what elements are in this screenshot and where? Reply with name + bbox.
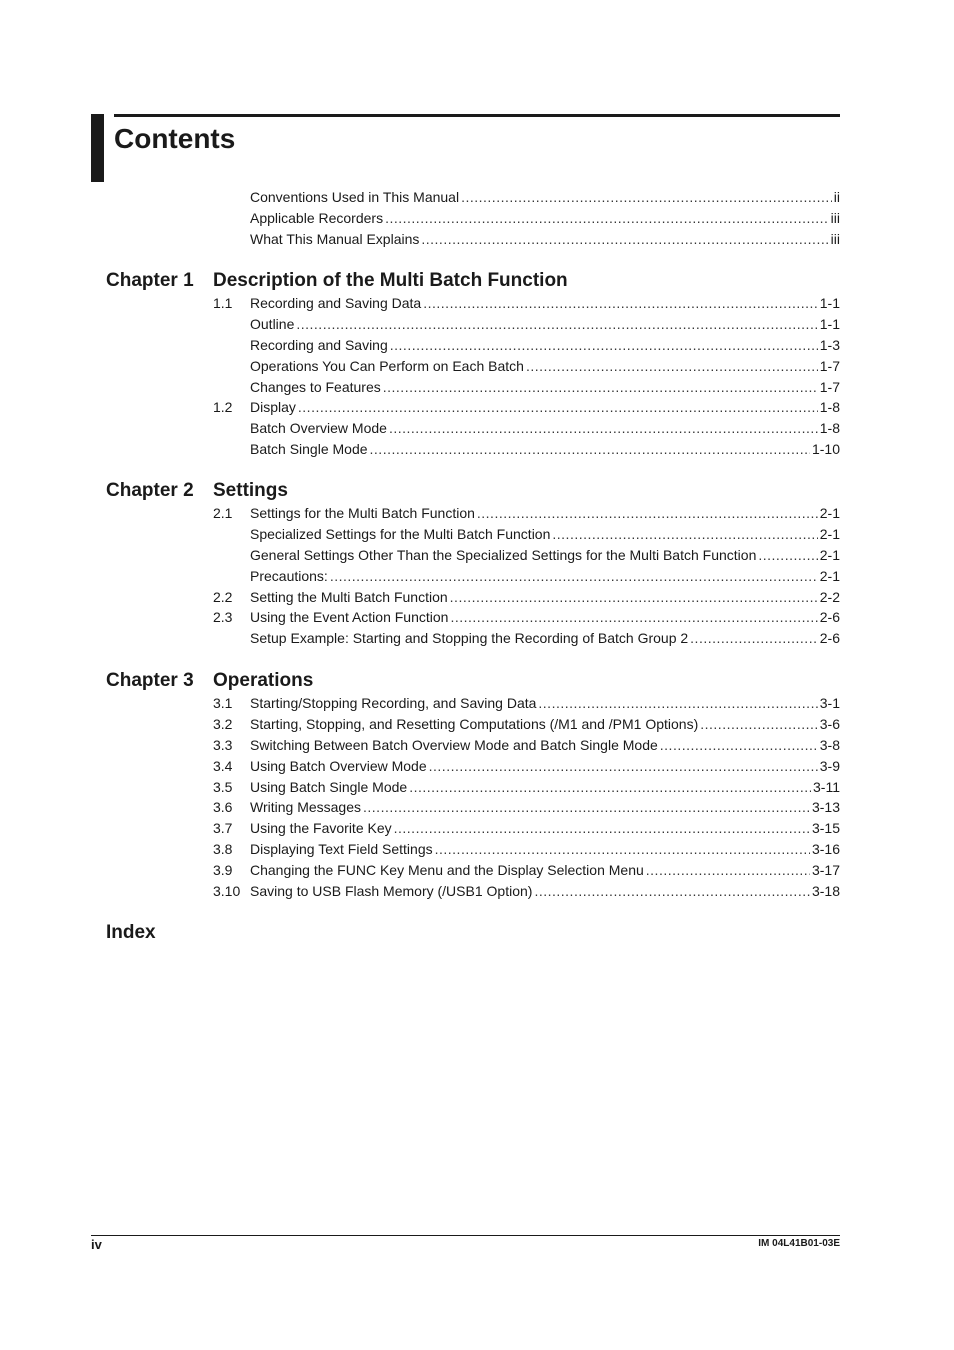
toc-entry-page: 3-16 [811,841,840,857]
toc-entry[interactable] [213,860,840,880]
toc-entry-title: Batch Overview Mode [250,420,387,436]
toc-entry-number: 3.8 [213,841,233,857]
index-heading[interactable] [106,921,840,945]
footer-doc-id: IM 04L41B01-03E [758,1238,840,1249]
toc-entry-page: 1-10 [811,441,840,457]
page-title: Contents [114,123,236,154]
toc-entry[interactable] [213,503,840,523]
toc-entry-title: Using Batch Single Mode [250,779,408,795]
toc-leader-dots [429,756,818,776]
toc-leader-dots [477,503,818,523]
toc-leader-dots [450,607,817,627]
toc-leader-dots [421,229,828,249]
footer-page-number: iv [91,1237,102,1252]
toc-entry-number: 3.7 [213,820,233,836]
toc-entry[interactable] [213,881,840,901]
toc-leader-dots [690,628,818,648]
toc-entry-title: Switching Between Batch Overview Mode and Batch Single Mode [250,737,658,753]
toc-entry[interactable] [213,545,840,565]
toc-leader-dots [450,587,818,607]
toc-leader-dots [526,356,818,376]
toc-leader-dots [758,545,817,565]
toc-entry-page: 1-3 [819,337,840,353]
toc-entry-number: 3.6 [213,799,233,815]
toc-leader-dots [390,335,818,355]
toc-entry[interactable] [213,293,840,313]
toc-entry[interactable] [213,756,840,776]
toc-entry-title: Writing Messages [250,799,362,815]
toc-leader-dots [385,208,829,228]
toc-entry-number: 3.9 [213,862,233,878]
toc-entry-body [250,229,840,249]
toc-entry-body [250,607,840,627]
toc-entry-body [250,335,840,355]
toc-entry-title: Outline [250,316,295,332]
toc-leader-dots [646,860,810,880]
toc-entry-number: 1.1 [213,295,233,311]
chapter-heading-label: Chapter 3 [106,670,194,691]
toc-entry-page: 2-6 [819,630,840,646]
toc-entry-body [250,693,840,713]
toc-entry-title: Displaying Text Field Settings [250,841,433,857]
toc-entry[interactable] [213,208,840,228]
toc-entry-title: Starting/Stopping Recording, and Saving Data [250,695,537,711]
toc-entry-body [250,545,840,565]
title-top-rule [114,114,840,117]
toc-entry-title: Settings for the Multi Batch Function [250,505,475,521]
toc-entry-body [250,377,840,397]
toc-entry-page: 1-8 [819,399,840,415]
toc-leader-dots [298,397,818,417]
toc-entry-title: Saving to USB Flash Memory (/USB1 Option) [250,883,533,899]
toc-entry-page: 2-1 [819,505,840,521]
toc-entry-body [250,418,840,438]
toc-leader-dots [409,777,811,797]
toc-entry[interactable] [213,229,840,249]
toc-entry[interactable] [213,377,840,397]
toc-entry[interactable] [213,439,840,459]
toc-entry-number: 3.1 [213,695,233,711]
toc-entry-body [250,797,840,817]
toc-leader-dots [296,314,817,334]
toc-entry-page: 1-7 [819,358,840,374]
toc-entry-page: 3-6 [819,716,840,732]
toc-entry-title: Applicable Recorders [250,210,384,226]
toc-entry-page: 3-1 [819,695,840,711]
toc-entry-number: 3.4 [213,758,233,774]
toc-entry-title: General Settings Other Than the Specialized Settings for the Multi Batch Function [250,547,757,563]
toc-entry-body [250,818,840,838]
toc-entry-title: Using the Favorite Key [250,820,392,836]
chapter-heading[interactable] [106,669,840,693]
toc-entry-body [250,208,840,228]
toc-entry[interactable] [213,714,840,734]
toc-entry-title: Starting, Stopping, and Resetting Computations (/M1 and /PM1 Options) [250,716,699,732]
toc-entry-body [250,524,840,544]
toc-leader-dots [534,881,810,901]
toc-leader-dots [363,797,810,817]
toc-entry-page: iii [830,210,840,226]
toc-entry-number: 3.5 [213,779,233,795]
toc-leader-dots [383,377,818,397]
toc-entry-number: 2.2 [213,589,233,605]
toc-entry-number: 2.3 [213,609,233,625]
chapter-heading-label: Chapter 2 [106,480,194,501]
toc-entry-body [250,439,840,459]
toc-entry-body [250,314,840,334]
toc-entry-body [250,735,840,755]
toc-entry-body [250,503,840,523]
toc-leader-dots [552,524,817,544]
toc-entry-page: 1-7 [819,379,840,395]
toc-entry-body [250,756,840,776]
toc-entry-title: Recording and Saving [250,337,388,353]
toc-leader-dots [700,714,818,734]
toc-entry-body [250,777,840,797]
chapter-heading-label: Chapter 1 [106,270,194,291]
toc-entry-page: 3-9 [819,758,840,774]
toc-entry-number: 3.2 [213,716,233,732]
toc-entry[interactable] [213,797,840,817]
toc-entry-body [250,187,840,207]
toc-entry-title: Setup Example: Starting and Stopping the Recording of Batch Group 2 [250,630,689,646]
toc-entry[interactable] [213,397,840,417]
toc-entry-body [250,860,840,880]
toc-leader-dots [538,693,817,713]
toc-entry-body [250,397,840,417]
toc-entry-number: 3.3 [213,737,233,753]
toc-entry-page: 3-18 [811,883,840,899]
chapter-heading-title: Operations [213,670,314,691]
toc-entry-page: 3-15 [811,820,840,836]
toc-entry-body [250,566,840,586]
toc-entry[interactable] [213,693,840,713]
toc-entry[interactable] [213,587,840,607]
toc-entry-body [250,628,840,648]
toc-entry-page: 2-1 [819,547,840,563]
toc-entry-number: 1.2 [213,399,233,415]
toc-entry-page: 3-17 [811,862,840,878]
toc-entry-page: 1-1 [819,295,840,311]
toc-entry-title: Setting the Multi Batch Function [250,589,448,605]
toc-leader-dots [389,418,818,438]
toc-entry-number: 2.1 [213,505,233,521]
toc-entry-title: Using Batch Overview Mode [250,758,427,774]
toc-entry[interactable] [213,607,840,627]
toc-entry[interactable] [213,187,840,207]
footer-rule [91,1235,840,1236]
toc-entry-body [250,356,840,376]
toc-entry-title: Display [250,399,296,415]
toc-entry-page: 1-1 [819,316,840,332]
toc-entry-number: 3.10 [213,883,241,899]
toc-entry-title: What This Manual Explains [250,231,420,247]
toc-entry-page: 3-8 [819,737,840,753]
toc-entry[interactable] [213,818,840,838]
toc-leader-dots [461,187,832,207]
toc-entry-title: Specialized Settings for the Multi Batch Function [250,526,551,542]
toc-leader-dots [370,439,810,459]
toc-entry-body [250,881,840,901]
toc-leader-dots [660,735,818,755]
toc-leader-dots [435,839,810,859]
chapter-heading[interactable] [106,269,840,293]
toc-leader-dots [423,293,818,313]
toc-entry[interactable] [213,628,840,648]
toc-entry[interactable] [213,314,840,334]
chapter-heading-title: Description of the Multi Batch Function [213,270,568,291]
toc-entry-title: Recording and Saving Data [250,295,422,311]
toc-entry[interactable] [213,777,840,797]
toc-entry-title: Using the Event Action Function [250,609,449,625]
toc-entry-page: 2-2 [819,589,840,605]
toc-entry-page: 1-8 [819,420,840,436]
toc-entry-page: 2-1 [819,526,840,542]
toc-entry-page: 3-13 [811,799,840,815]
toc-entry-title: Operations You Can Perform on Each Batch [250,358,524,374]
toc-entry-title: Precautions: [250,568,328,584]
index-heading-label: Index [106,922,156,943]
chapter-heading[interactable] [106,479,840,503]
toc-entry[interactable] [213,356,840,376]
toc-entry[interactable] [213,839,840,859]
toc-entry[interactable] [213,418,840,438]
toc-entry-body [250,714,840,734]
toc-leader-dots [330,566,818,586]
toc-entry[interactable] [213,735,840,755]
toc-leader-dots [394,818,810,838]
toc-entry-page: 2-1 [819,568,840,584]
chapter-heading-title: Settings [213,480,288,501]
toc-entry[interactable] [213,566,840,586]
toc-entry[interactable] [213,335,840,355]
toc-entry-page: ii [833,189,840,205]
toc-entry-page: 2-6 [819,609,840,625]
toc-entry[interactable] [213,524,840,544]
toc-entry-body [250,587,840,607]
toc-entry-title: Changes to Features [250,379,381,395]
toc-entry-page: 3-11 [813,779,840,795]
title-side-bar [91,114,104,182]
toc-entry-title: Batch Single Mode [250,441,368,457]
toc-entry-body [250,293,840,313]
toc-entry-body [250,839,840,859]
toc-entry-title: Changing the FUNC Key Menu and the Display Selection Menu [250,862,644,878]
toc-entry-title: Conventions Used in This Manual [250,189,460,205]
toc-entry-page: iii [830,231,840,247]
